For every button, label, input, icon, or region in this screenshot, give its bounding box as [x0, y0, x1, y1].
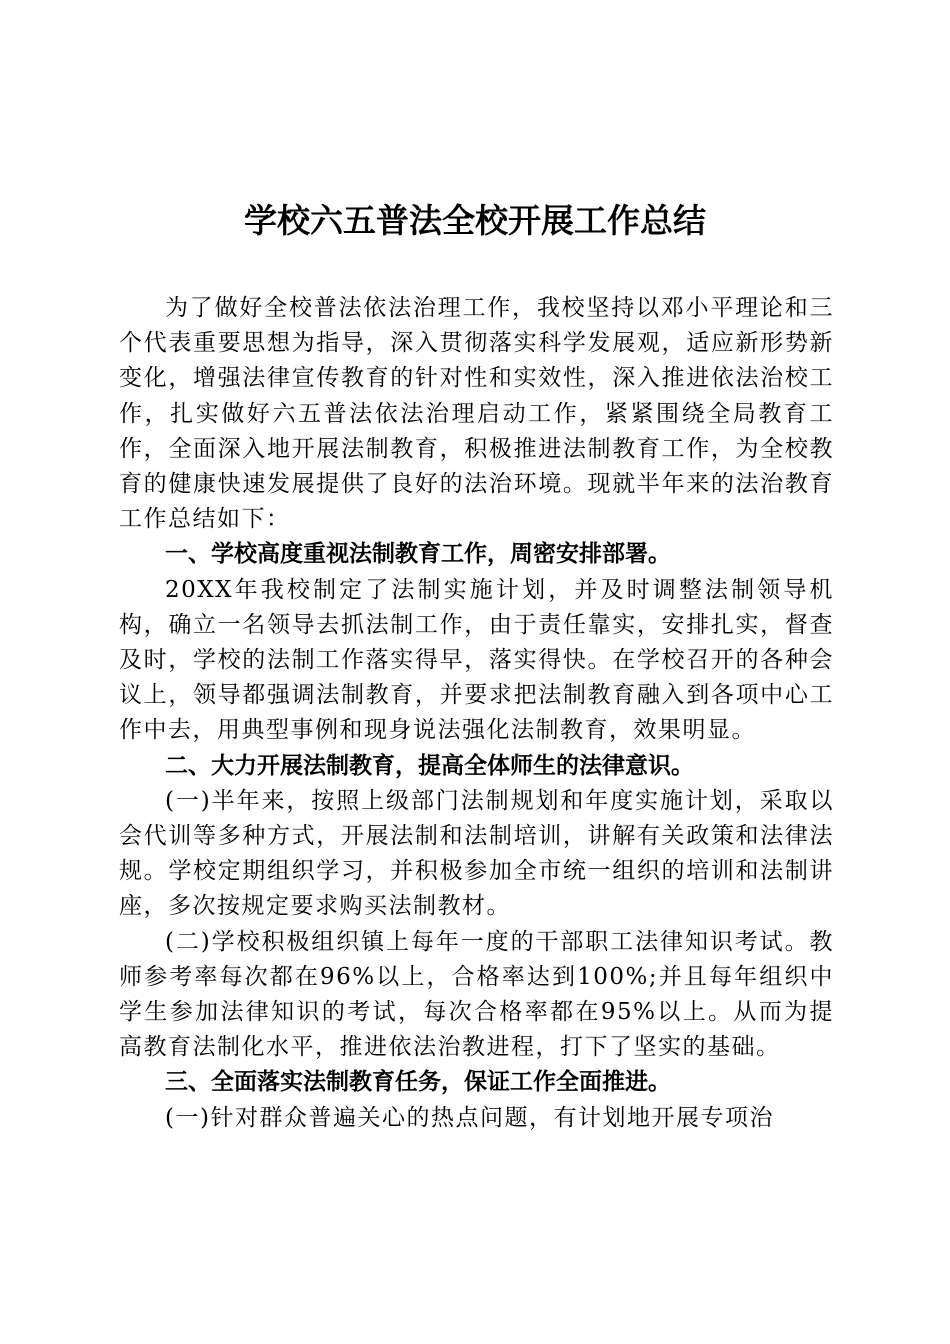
section-heading-3: 三、全面落实法制教育任务，保证工作全面推进。 [165, 1069, 671, 1096]
section-heading-2: 二、大力开展法制教育，提高全体师生的法律意识。 [165, 752, 694, 779]
section-3-item-1: (一)针对群众普遍关心的热点问题，有计划地开展专项治 [165, 1104, 774, 1131]
document-title: 学校六五普法全校开展工作总结 [244, 201, 706, 240]
section-2-item-2: (二)学校积极组织镇上每年一度的干部职工法律知识考试。教师参考率每次都在96%以上，合格率达到100%;并且每年组织中学生参加法律知识的考试，每次合格率都在95%以上。从而为提高教育法制化水平，推进依法治教进程，打下了坚实的基础。 [119, 928, 834, 1061]
intro-paragraph: 为了做好全校普法依法治理工作，我校坚持以邓小平理论和三个代表重要思想为指导，深入贯彻落实科学发展观，适应新形势新变化，增强法律宣传教育的针对性和实效性，深入推进依法治校工作，扎实做好六五普法依法治理启动工作，紧紧围绕全局教育工作，全面深入地开展法制教育，积极推进法制教育工作，为全校教育的健康快速发展提供了良好的法治环境。现就半年来的法治教育工作总结如下： [119, 295, 834, 533]
section-heading-1: 一、学校高度重视法制教育工作，周密安排部署。 [165, 541, 671, 568]
document-body [119, 291, 834, 1136]
section-2-item-1: (一)半年来，按照上级部门法制规划和年度实施计划，采取以会代训等多种方式，开展法制和法制培训，讲解有关政策和法律法规。学校定期组织学习，并积极参加全市统一组织的培训和法制讲座，多次按规定要求购买法制教材。 [119, 787, 834, 920]
section-1-paragraph: 20XX年我校制定了法制实施计划，并及时调整法制领导机构，确立一名领导去抓法制工作，由于责任靠实，安排扎实，督查及时，学校的法制工作落实得早，落实得快。在学校召开的各种会议上，领导都强调法制教育，并要求把法制教育融入到各项中心工作中去，用典型事例和现身说法强化法制教育，效果明显。 [119, 576, 834, 744]
